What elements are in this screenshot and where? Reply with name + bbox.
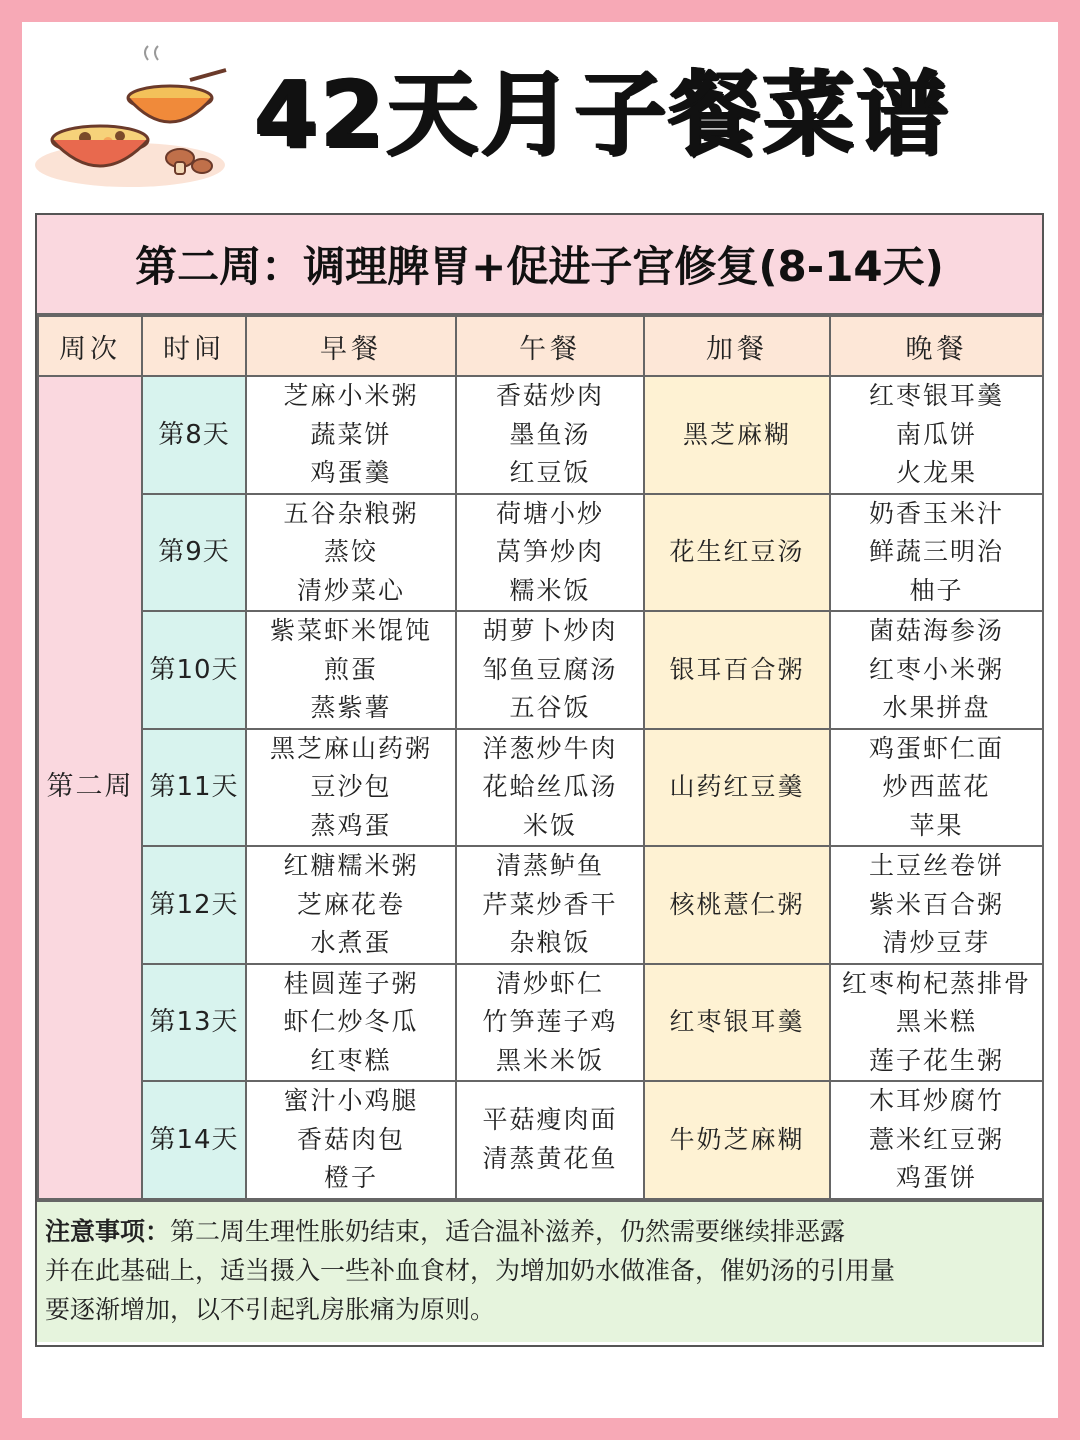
snack-cell: 核桃薏仁粥 [644, 846, 830, 964]
lunch-cell: 荷塘小炒 莴笋炒肉 糯米饭 [456, 494, 644, 612]
day-label: 第8天 [142, 376, 246, 494]
table-row [38, 376, 1043, 494]
table-row [38, 611, 1043, 729]
snack-cell: 红枣银耳羹 [644, 964, 830, 1082]
notes-box [37, 1200, 1042, 1342]
dinner-cell: 奶香玉米汁 鲜蔬三明治 柚子 [830, 494, 1043, 612]
notes-line: 要逐渐增加，以不引起乳房胀痛为原则。 [45, 1294, 496, 1324]
table-row [38, 494, 1043, 612]
header-dinner: 晚餐 [830, 316, 1043, 376]
day-label: 第10天 [142, 611, 246, 729]
snack-cell: 牛奶芝麻糊 [644, 1081, 830, 1199]
breakfast-cell: 黑芝麻山药粥 豆沙包 蒸鸡蛋 [246, 729, 456, 847]
table-row [38, 1081, 1043, 1199]
snack-cell: 山药红豆羹 [644, 729, 830, 847]
header-week: 周次 [38, 316, 142, 376]
dinner-cell: 红枣枸杞蒸排骨 黑米糕 莲子花生粥 [830, 964, 1043, 1082]
dinner-cell: 红枣银耳羹 南瓜饼 火龙果 [830, 376, 1043, 494]
lunch-cell: 洋葱炒牛肉 花蛤丝瓜汤 米饭 [456, 729, 644, 847]
header-lunch: 午餐 [456, 316, 644, 376]
lunch-cell: 胡萝卜炒肉 邹鱼豆腐汤 五谷饭 [456, 611, 644, 729]
day-label: 第9天 [142, 494, 246, 612]
page [22, 22, 1058, 1418]
header-snack: 加餐 [644, 316, 830, 376]
soup-bowl-icon [30, 40, 230, 190]
notes-line: 并在此基础上，适当摄入一些补血食材，为增加奶水做准备，催奶汤的引用量 [45, 1255, 896, 1285]
menu-table [37, 315, 1044, 1200]
snack-cell: 花生红豆汤 [644, 494, 830, 612]
page-title: 42天月子餐菜谱 [254, 61, 951, 168]
table-row [38, 846, 1043, 964]
dinner-cell: 鸡蛋虾仁面 炒西蓝花 苹果 [830, 729, 1043, 847]
dinner-cell: 木耳炒腐竹 薏米红豆粥 鸡蛋饼 [830, 1081, 1043, 1199]
header [22, 22, 1058, 212]
day-label: 第12天 [142, 846, 246, 964]
day-label: 第11天 [142, 729, 246, 847]
table-row [38, 729, 1043, 847]
breakfast-cell: 芝麻小米粥 蔬菜饼 鸡蛋羹 [246, 376, 456, 494]
snack-cell: 银耳百合粥 [644, 611, 830, 729]
week-label: 第二周 [38, 376, 142, 1199]
breakfast-cell: 蜜汁小鸡腿 香菇肉包 橙子 [246, 1081, 456, 1199]
lunch-cell: 平菇瘦肉面 清蒸黄花鱼 [456, 1081, 644, 1199]
dinner-cell: 菌菇海参汤 红枣小米粥 水果拼盘 [830, 611, 1043, 729]
section-title: 第二周：调理脾胃+促进子宫修复(8-14天) [37, 215, 1042, 315]
header-row [38, 316, 1043, 376]
menu-card [35, 213, 1044, 1347]
notes-line: 第二周生理性胀奶结束，适合温补滋养，仍然需要继续排恶露 [170, 1216, 846, 1246]
header-time: 时间 [142, 316, 246, 376]
dinner-cell: 土豆丝卷饼 紫米百合粥 清炒豆芽 [830, 846, 1043, 964]
breakfast-cell: 五谷杂粮粥 蒸饺 清炒菜心 [246, 494, 456, 612]
breakfast-cell: 红糖糯米粥 芝麻花卷 水煮蛋 [246, 846, 456, 964]
notes-label: 注意事项： [45, 1216, 171, 1246]
header-breakfast: 早餐 [246, 316, 456, 376]
day-label: 第14天 [142, 1081, 246, 1199]
breakfast-cell: 桂圆莲子粥 虾仁炒冬瓜 红枣糕 [246, 964, 456, 1082]
lunch-cell: 香菇炒肉 墨鱼汤 红豆饭 [456, 376, 644, 494]
snack-cell: 黑芝麻糊 [644, 376, 830, 494]
lunch-cell: 清蒸鲈鱼 芹菜炒香干 杂粮饭 [456, 846, 644, 964]
lunch-cell: 清炒虾仁 竹笋莲子鸡 黑米米饭 [456, 964, 644, 1082]
table-row [38, 964, 1043, 1082]
breakfast-cell: 紫菜虾米馄饨 煎蛋 蒸紫薯 [246, 611, 456, 729]
day-label: 第13天 [142, 964, 246, 1082]
